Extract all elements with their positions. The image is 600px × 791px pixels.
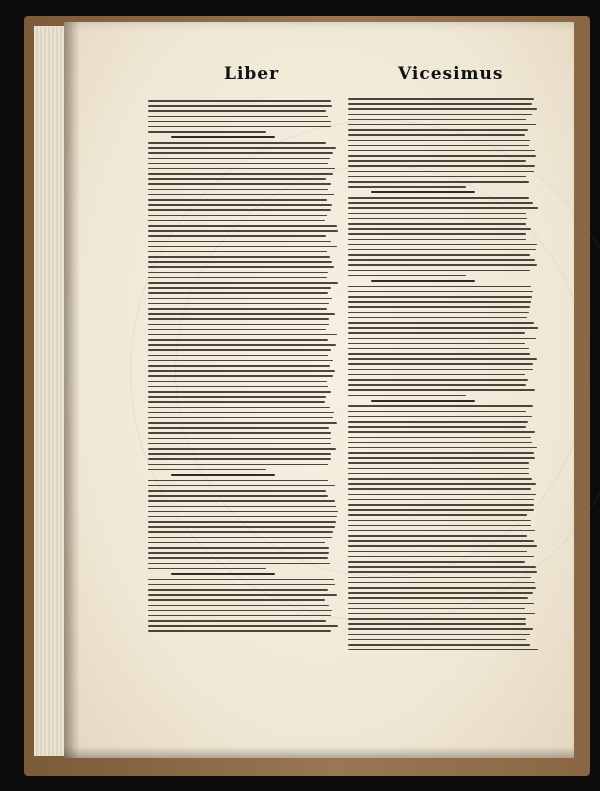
- text-line: [148, 542, 325, 544]
- text-line: [148, 401, 325, 403]
- text-line: [148, 526, 335, 528]
- text-line: [348, 181, 529, 183]
- text-line: [348, 348, 529, 350]
- text-line: [348, 322, 534, 324]
- text-line: [148, 412, 334, 414]
- text-line: [148, 568, 266, 570]
- text-line: [348, 150, 535, 152]
- text-line: [148, 370, 335, 372]
- text-line: [148, 579, 334, 581]
- text-line: [348, 613, 535, 615]
- text-line: [148, 339, 328, 341]
- text-line: [348, 618, 526, 620]
- text-line: [148, 417, 333, 419]
- text-line: [348, 103, 532, 105]
- text-line: [148, 480, 328, 482]
- text-line: [348, 447, 537, 449]
- text-line: [348, 405, 533, 407]
- text-line: [148, 261, 332, 263]
- text-line: [348, 437, 531, 439]
- text-line: [148, 194, 334, 196]
- text-line: [148, 349, 331, 351]
- text-line: [148, 131, 266, 133]
- text-line: [148, 432, 331, 434]
- text-line: [348, 649, 538, 650]
- text-line: [148, 272, 328, 274]
- text-line: [148, 360, 333, 362]
- text-line: [148, 251, 327, 253]
- text-line: [348, 239, 526, 241]
- text-line: [148, 230, 338, 232]
- text-line: [148, 615, 331, 617]
- text-line: [348, 597, 528, 599]
- text-line: [148, 116, 328, 118]
- text-line: [148, 209, 331, 211]
- text-line: [348, 639, 526, 641]
- text-line: [148, 469, 266, 471]
- text-line: [148, 110, 326, 112]
- text-line: [148, 495, 328, 497]
- text-line: [148, 163, 328, 165]
- text-line: [148, 537, 332, 539]
- text-line: [148, 605, 329, 607]
- text-line: [348, 291, 533, 293]
- text-line: [148, 298, 332, 300]
- text-line: [148, 189, 328, 191]
- text-line: [148, 458, 331, 460]
- text-line: [348, 114, 532, 116]
- text-line: [348, 431, 535, 433]
- text-line: [348, 140, 530, 142]
- text-line: [148, 168, 335, 170]
- text-line: [148, 287, 331, 289]
- text-line: [148, 329, 326, 331]
- text-line: [348, 525, 531, 527]
- text-line: [348, 286, 531, 288]
- text-line: [348, 155, 536, 157]
- text-line: [348, 545, 537, 547]
- text-line: [348, 317, 527, 319]
- text-line: [348, 218, 527, 220]
- section-heading-line: [371, 400, 476, 402]
- text-line: [348, 509, 534, 511]
- text-line: [148, 391, 331, 393]
- text-line: [148, 547, 329, 549]
- text-line: [348, 343, 525, 345]
- text-line: [148, 308, 327, 310]
- text-line: [348, 540, 534, 542]
- text-line: [148, 557, 328, 559]
- text-line: [348, 223, 526, 225]
- text-line: [148, 594, 337, 596]
- text-line: [148, 100, 331, 102]
- running-head-left: Liber: [224, 64, 280, 84]
- text-line: [348, 634, 530, 636]
- text-line: [348, 483, 536, 485]
- text-line: [148, 121, 331, 123]
- running-head-right: Vicesimus: [398, 64, 504, 84]
- text-line: [148, 282, 338, 284]
- text-line: [348, 530, 535, 532]
- text-line: [148, 235, 326, 237]
- text-column-left: [148, 100, 338, 632]
- text-line: [348, 468, 529, 470]
- text-line: [148, 344, 336, 346]
- text-line: [148, 225, 337, 227]
- text-line: [348, 551, 527, 553]
- text-line: [348, 207, 538, 209]
- section-heading-line: [371, 280, 476, 282]
- text-line: [348, 462, 529, 464]
- text-line: [348, 473, 529, 475]
- text-line: [348, 411, 526, 413]
- text-line: [348, 254, 530, 256]
- text-line: [148, 464, 328, 466]
- text-line: [148, 204, 332, 206]
- text-line: [148, 277, 327, 279]
- text-line: [348, 249, 536, 251]
- text-line: [148, 158, 330, 160]
- text-line: [148, 241, 331, 243]
- text-line: [148, 396, 326, 398]
- text-line: [348, 160, 526, 162]
- text-line: [348, 457, 535, 459]
- section-heading-line: [371, 191, 476, 193]
- section-heading-line: [171, 573, 276, 575]
- text-line: [348, 306, 530, 308]
- text-line: [148, 427, 329, 429]
- text-line: [348, 134, 525, 136]
- text-line: [348, 197, 529, 199]
- text-line: [148, 453, 331, 455]
- page-bottom-shadow: [64, 746, 574, 758]
- text-line: [148, 620, 326, 622]
- text-line: [348, 176, 526, 178]
- text-line: [348, 608, 525, 610]
- text-line: [348, 145, 529, 147]
- text-line: [148, 381, 327, 383]
- text-line: [348, 514, 527, 516]
- text-line: [348, 566, 536, 568]
- text-line: [148, 365, 330, 367]
- text-line: [348, 623, 526, 625]
- text-line: [148, 407, 330, 409]
- text-line: [148, 531, 333, 533]
- text-line: [348, 186, 466, 188]
- text-line: [148, 256, 330, 258]
- text-line: [348, 535, 527, 537]
- text-line: [148, 584, 335, 586]
- text-line: [148, 313, 335, 315]
- page-gutter-shadow: [64, 22, 80, 758]
- text-line: [148, 599, 325, 601]
- text-line: [348, 504, 534, 506]
- text-line: [348, 571, 537, 573]
- text-line: [148, 199, 327, 201]
- text-line: [148, 246, 337, 248]
- text-line: [148, 386, 328, 388]
- text-line: [348, 228, 531, 230]
- text-line: [348, 426, 526, 428]
- text-line: [148, 511, 338, 513]
- section-heading-line: [171, 136, 276, 138]
- text-line: [348, 332, 525, 334]
- text-line: [148, 142, 326, 144]
- text-line: [348, 338, 536, 340]
- text-line: [148, 147, 336, 149]
- text-line: [348, 363, 533, 365]
- text-line: [348, 395, 466, 397]
- text-line: [348, 379, 528, 381]
- text-line: [148, 490, 326, 492]
- text-line: [348, 499, 534, 501]
- text-line: [348, 488, 531, 490]
- text-line: [348, 577, 531, 579]
- text-line: [348, 259, 535, 261]
- text-line: [348, 171, 534, 173]
- text-line: [348, 312, 529, 314]
- text-line: [348, 270, 530, 272]
- text-line: [148, 500, 335, 502]
- text-line: [348, 478, 532, 480]
- text-line: [348, 561, 525, 563]
- section-heading-line: [171, 474, 276, 476]
- text-line: [148, 375, 333, 377]
- text-line: [348, 233, 526, 235]
- text-line: [148, 215, 327, 217]
- text-line: [148, 318, 329, 320]
- text-line: [348, 119, 526, 121]
- text-line: [148, 552, 329, 554]
- text-line: [348, 421, 528, 423]
- text-line: [348, 327, 538, 329]
- text-line: [348, 587, 536, 589]
- text-line: [148, 443, 331, 445]
- text-line: [348, 165, 535, 167]
- text-line: [148, 589, 328, 591]
- text-line: [348, 108, 537, 110]
- text-line: [348, 384, 526, 386]
- text-line: [348, 275, 466, 277]
- text-line: [348, 452, 534, 454]
- text-line: [348, 389, 535, 391]
- text-line: [148, 563, 330, 565]
- text-line: [348, 556, 534, 558]
- text-line: [348, 213, 526, 215]
- text-line: [348, 369, 533, 371]
- text-line: [148, 183, 331, 185]
- text-line: [348, 202, 533, 204]
- text-line: [348, 628, 533, 630]
- text-line: [148, 438, 331, 440]
- text-line: [148, 126, 331, 128]
- text-line: [348, 129, 528, 131]
- text-line: [348, 124, 536, 126]
- text-line: [348, 296, 532, 298]
- text-line: [348, 582, 535, 584]
- text-line: [148, 610, 332, 612]
- text-line: [348, 644, 530, 646]
- text-line: [148, 173, 333, 175]
- text-line: [148, 105, 332, 107]
- text-line: [148, 625, 338, 627]
- text-line: [148, 448, 336, 450]
- text-line: [348, 374, 525, 376]
- text-line: [348, 416, 532, 418]
- text-line: [348, 98, 534, 100]
- text-line: [148, 334, 337, 336]
- text-line: [348, 592, 533, 594]
- text-line: [148, 516, 337, 518]
- text-line: [148, 303, 329, 305]
- text-line: [148, 220, 325, 222]
- text-line: [148, 355, 328, 357]
- text-line: [348, 494, 536, 496]
- text-line: [148, 506, 336, 508]
- text-column-right: [348, 98, 538, 650]
- text-line: [148, 266, 334, 268]
- text-line: [148, 178, 326, 180]
- text-line: [148, 422, 337, 424]
- text-line: [148, 630, 331, 632]
- text-line: [348, 442, 532, 444]
- text-line: [148, 521, 336, 523]
- text-line: [148, 485, 335, 487]
- text-line: [348, 520, 531, 522]
- text-line: [348, 264, 537, 266]
- text-line: [348, 358, 537, 360]
- text-line: [348, 301, 531, 303]
- text-line: [148, 324, 329, 326]
- text-line: [348, 603, 534, 605]
- text-line: [348, 244, 537, 246]
- text-line: [148, 152, 333, 154]
- text-line: [348, 353, 530, 355]
- text-line: [148, 292, 328, 294]
